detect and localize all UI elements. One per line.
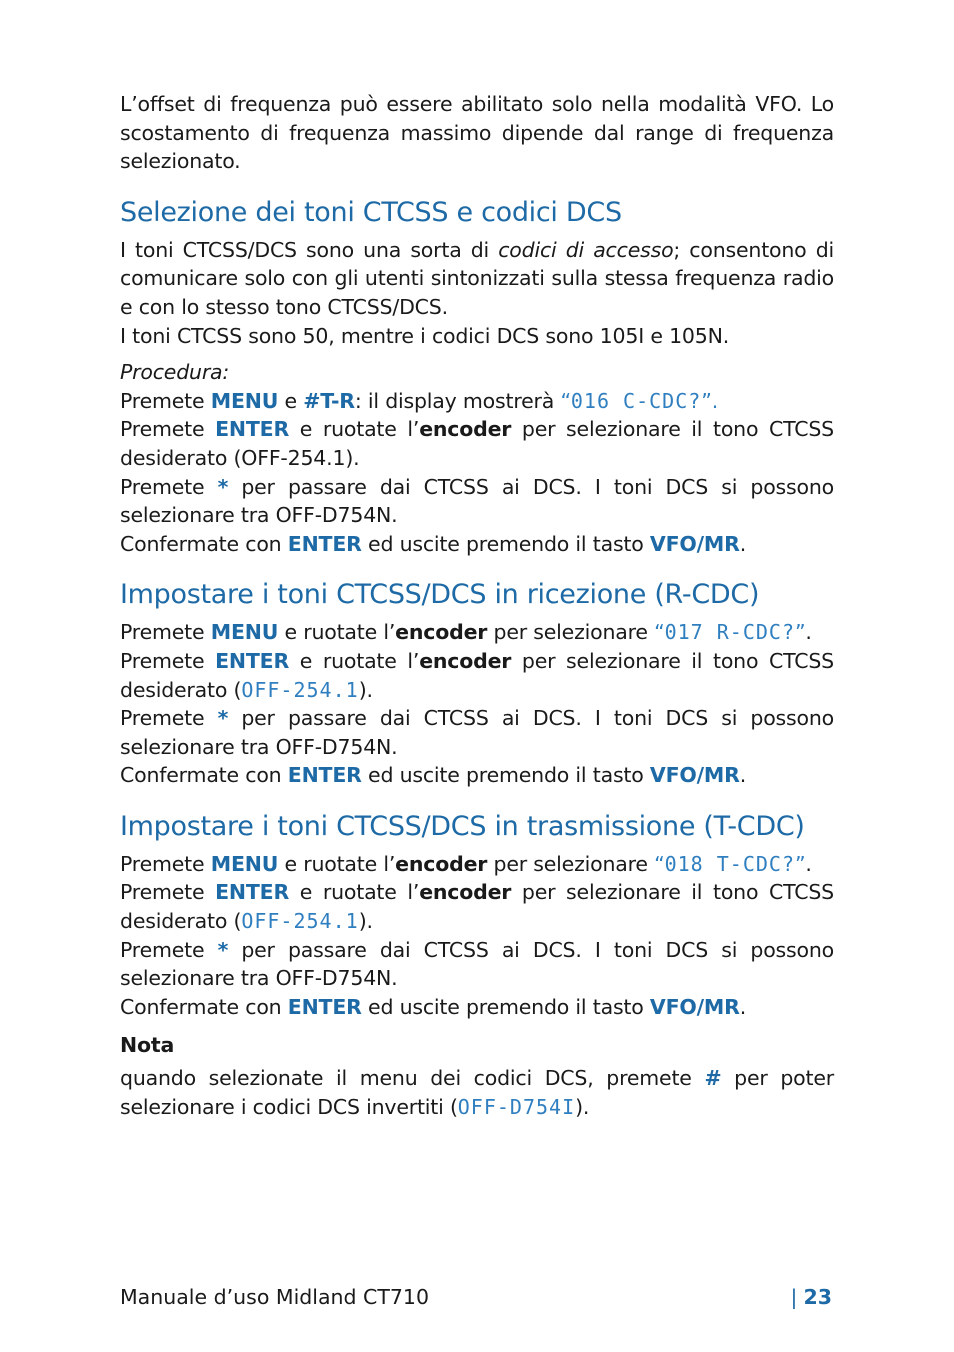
section2-step-3: Premete * per passare dai CTCSS ai DCS. I toni DCS si possono selezionare tra OFF-D754N. [120, 706, 834, 759]
key-t-r: #T-R [303, 388, 355, 413]
section2-step-2: Premete ENTER e ruotate l’encoder per selezionare il tono CTCSS desiderato (OFF-254.1). [120, 648, 834, 702]
key-vfo-mr: VFO/MR [649, 994, 740, 1019]
section2-step-4: Confermate con ENTER ed uscite premendo il tasto VFO/MR. [120, 763, 747, 788]
section-title-r-cdc: Impostare i toni CTCSS/DCS in ricezione (R-CDC) [120, 579, 760, 611]
encoder-label: encoder [395, 620, 488, 645]
page-number-block [791, 1283, 832, 1311]
lcd-text: OFF-254.1 [241, 909, 359, 934]
section1-step-1: Premete MENU e #T-R: il display mostrerà “016 C-CDC?”. [120, 388, 719, 413]
key-vfo-mr: VFO/MR [649, 763, 740, 788]
section2-step-1: Premete MENU e ruotate l’encoder per selezionare “017 R-CDC?”. [120, 620, 812, 645]
section3-step-4: Confermate con ENTER ed uscite premendo il tasto VFO/MR. [120, 994, 747, 1019]
section-title-ctcss-dcs: Selezione dei toni CTCSS e codici DCS [120, 196, 622, 228]
key-star: * [217, 706, 229, 731]
key-menu: MENU [210, 388, 279, 413]
note-title: Nota [120, 1033, 175, 1058]
encoder-label: encoder [395, 851, 488, 876]
section3-step-1: Premete MENU e ruotate l’encoder per selezionare “018 T-CDC?”. [120, 851, 812, 876]
section3-step-3: Premete * per passare dai CTCSS ai DCS. I toni DCS si possono selezionare tra OFF-D754N. [120, 937, 834, 991]
emphasis-text: codici di accesso [498, 237, 674, 262]
lcd-text: 018 T-CDC? [664, 851, 795, 876]
encoder-label: encoder [419, 417, 512, 442]
section3-step-2: Premete ENTER e ruotate l’encoder per selezionare il tono CTCSS desiderato (OFF-254.1). [120, 880, 834, 934]
key-enter: ENTER [215, 417, 290, 442]
encoder-label: encoder [419, 648, 512, 673]
lcd-text: 016 C-CDC? [570, 388, 702, 413]
key-vfo-mr: VFO/MR [649, 531, 740, 556]
key-enter: ENTER [287, 994, 362, 1019]
section1-step-4: Confermate con ENTER ed uscite premendo il tasto VFO/MR. [120, 531, 747, 556]
key-enter: ENTER [287, 531, 362, 556]
key-menu: MENU [210, 620, 279, 645]
key-enter: ENTER [215, 648, 290, 673]
page-content [120, 90, 834, 1121]
lcd-text: 017 R-CDC? [664, 620, 795, 645]
section1-paragraph-2: I toni CTCSS sono 50, mentre i codici DCS sono 105I e 105N. [120, 323, 730, 348]
page-number: 23 [803, 1285, 832, 1309]
procedure-label: Procedura: [120, 360, 230, 385]
encoder-label: encoder [419, 880, 512, 905]
key-star: * [217, 937, 229, 962]
note-paragraph: quando selezionate il menu dei codici DCS, premete # per poter selezionare i codici DCS invertiti (OFF-D754I). [120, 1066, 834, 1119]
key-hash: # [704, 1066, 722, 1091]
footer-separator: | [790, 1285, 798, 1309]
section1-paragraph: I toni CTCSS/DCS sono una sorta di codici di accesso; consentono di comunicare solo con gli utenti sintonizzati sulla stessa frequenza radio e con lo stesso tono CTCSS/DCS. [120, 237, 835, 319]
key-star: * [217, 474, 229, 499]
lcd-text: OFF-254.1 [241, 677, 359, 702]
section1-step-3: Premete * per passare dai CTCSS ai DCS. I toni DCS si possono selezionare tra OFF-D754N. [120, 474, 834, 528]
key-enter: ENTER [215, 880, 290, 905]
manual-title: Manuale d’uso Midland CT710 [120, 1285, 430, 1309]
section-title-t-cdc: Impostare i toni CTCSS/DCS in trasmissione (T-CDC) [120, 810, 805, 842]
intro-paragraph: L’offset di frequenza può essere abilitato solo nella modalità VFO. Lo scostamento di frequenza massimo dipende dal range di frequenza selezionato. [120, 92, 834, 174]
key-enter: ENTER [287, 763, 362, 788]
key-menu: MENU [210, 851, 279, 876]
section1-step-2: Premete ENTER e ruotate l’encoder per selezionare il tono CTCSS desiderato (OFF-254.1). [120, 417, 834, 470]
lcd-text: OFF-D754I [457, 1094, 576, 1119]
